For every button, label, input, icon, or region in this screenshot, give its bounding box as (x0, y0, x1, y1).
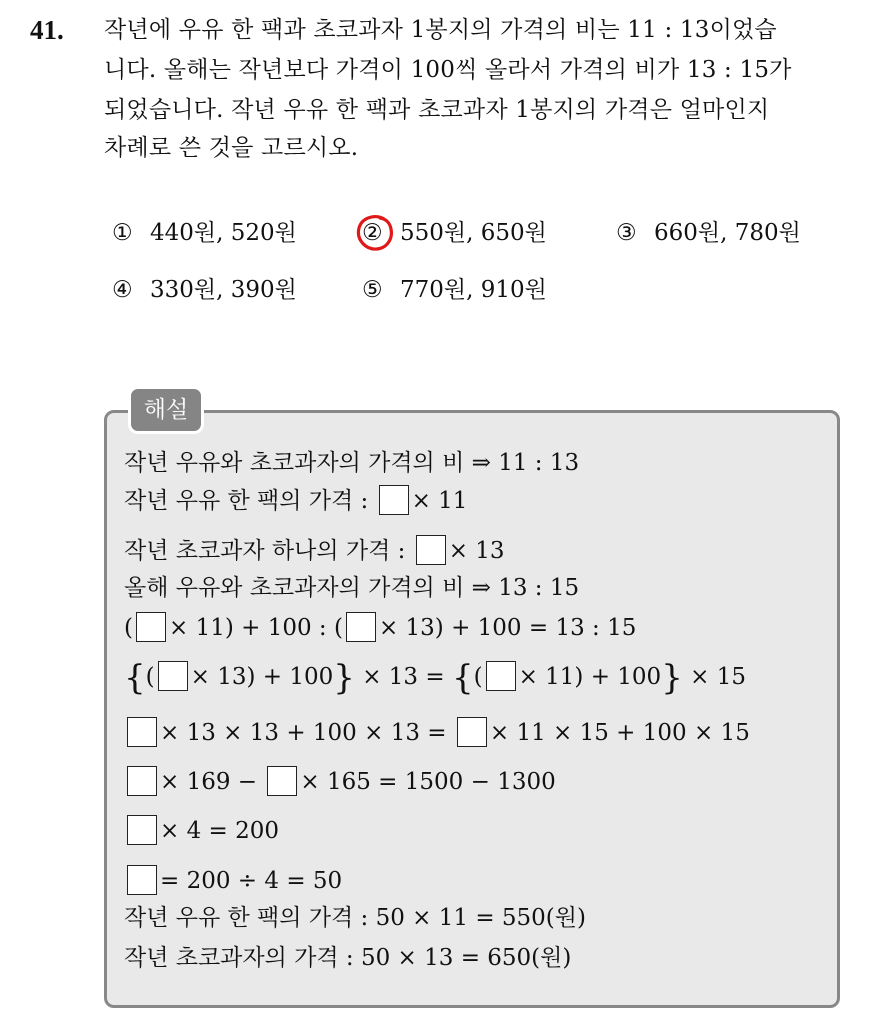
solution-text: × 13 × 13 + 100 × 13 = (160, 720, 447, 746)
choice-mark: ② (362, 220, 383, 246)
choice-mark: ① (112, 220, 133, 246)
question-number: 41. (30, 15, 64, 45)
choice-2[interactable] (362, 216, 547, 250)
solution-text: 작년 우유 한 팩의 가격 : (124, 488, 369, 514)
solution-text: × 13 = (362, 664, 445, 690)
choice-mark: ⑤ (362, 277, 383, 303)
solution-text: × 13) + 100 = 13 : 15 (378, 615, 637, 641)
brace-close: } (661, 658, 683, 698)
choice-mark: ④ (112, 277, 133, 303)
choice-3[interactable] (616, 216, 801, 250)
solution-line (124, 658, 747, 698)
blank-box (416, 535, 446, 565)
solution-label: 해설 (128, 386, 204, 434)
solution-text: × 11 × 15 + 100 × 15 (489, 720, 750, 746)
choice-text: 660원, 780원 (654, 220, 801, 246)
solution-line: 작년 초코과자의 가격 : 50 × 13 = 650(원) (124, 945, 572, 971)
blank-box (158, 661, 188, 691)
blank-box (127, 766, 157, 796)
solution-text: × 11) + 100 : ( (168, 615, 343, 641)
solution-text: ( (124, 615, 133, 641)
choice-mark: ③ (616, 220, 637, 246)
blank-box (346, 612, 376, 642)
question-text-line: 니다. 올해는 작년보다 가격이 100씩 올라서 가격의 비가 13 : 15가 (104, 57, 792, 83)
solution-text: × 13 (448, 538, 505, 564)
solution-line (124, 484, 467, 518)
solution-text: ( (473, 664, 483, 690)
solution-text: × 165 = 1500 − 1300 (300, 769, 556, 795)
blank-box (486, 661, 516, 691)
solution-text: × 11) + 100 (518, 664, 662, 690)
question-text-line: 되었습니다. 작년 우유 한 팩과 초코과자 1봉지의 가격은 얼마인지 (104, 97, 770, 123)
question-text-line: 작년에 우유 한 팩과 초코과자 1봉지의 가격의 비는 11 : 13이었습 (104, 17, 777, 43)
brace-open: { (451, 658, 474, 698)
choice-text: 550원, 650원 (400, 220, 547, 246)
brace-close: } (333, 658, 355, 698)
choice-1[interactable] (112, 216, 297, 250)
solution-line: 작년 우유와 초코과자의 가격의 비 ⇒ 11 : 13 (124, 450, 580, 476)
solution-line (124, 611, 636, 645)
solution-line (124, 864, 342, 898)
solution-line (124, 534, 505, 568)
solution-line: 작년 우유 한 팩의 가격 : 50 × 11 = 550(원) (124, 905, 586, 931)
choice-text: 330원, 390원 (150, 277, 297, 303)
blank-box (457, 717, 487, 747)
solution-line (124, 765, 556, 799)
solution-text: × 4 = 200 (160, 818, 280, 844)
question-text-line: 차례로 쓴 것을 고르시오. (104, 135, 359, 161)
solution-text: × 15 (690, 664, 747, 690)
solution-text: × 169 − (160, 769, 258, 795)
solution-line (124, 716, 750, 750)
solution-text: × 11 (411, 488, 468, 514)
blank-box (127, 865, 157, 895)
choice-text: 440원, 520원 (150, 220, 297, 246)
choice-4[interactable] (112, 273, 297, 307)
blank-box (127, 717, 157, 747)
brace-open: { (124, 658, 146, 698)
blank-box (127, 815, 157, 845)
blank-box (136, 612, 166, 642)
solution-line: 올해 우유와 초코과자의 가격의 비 ⇒ 13 : 15 (124, 575, 580, 601)
solution-text: 작년 초코과자 하나의 가격 : (124, 538, 406, 564)
blank-box (379, 485, 409, 515)
choice-text: 770원, 910원 (400, 277, 547, 303)
solution-line (124, 814, 279, 848)
solution-text: ( (145, 664, 155, 690)
choice-5[interactable] (362, 273, 547, 307)
solution-text: × 13) + 100 (190, 664, 334, 690)
solution-text: = 200 ÷ 4 = 50 (160, 868, 343, 894)
blank-box (267, 766, 297, 796)
